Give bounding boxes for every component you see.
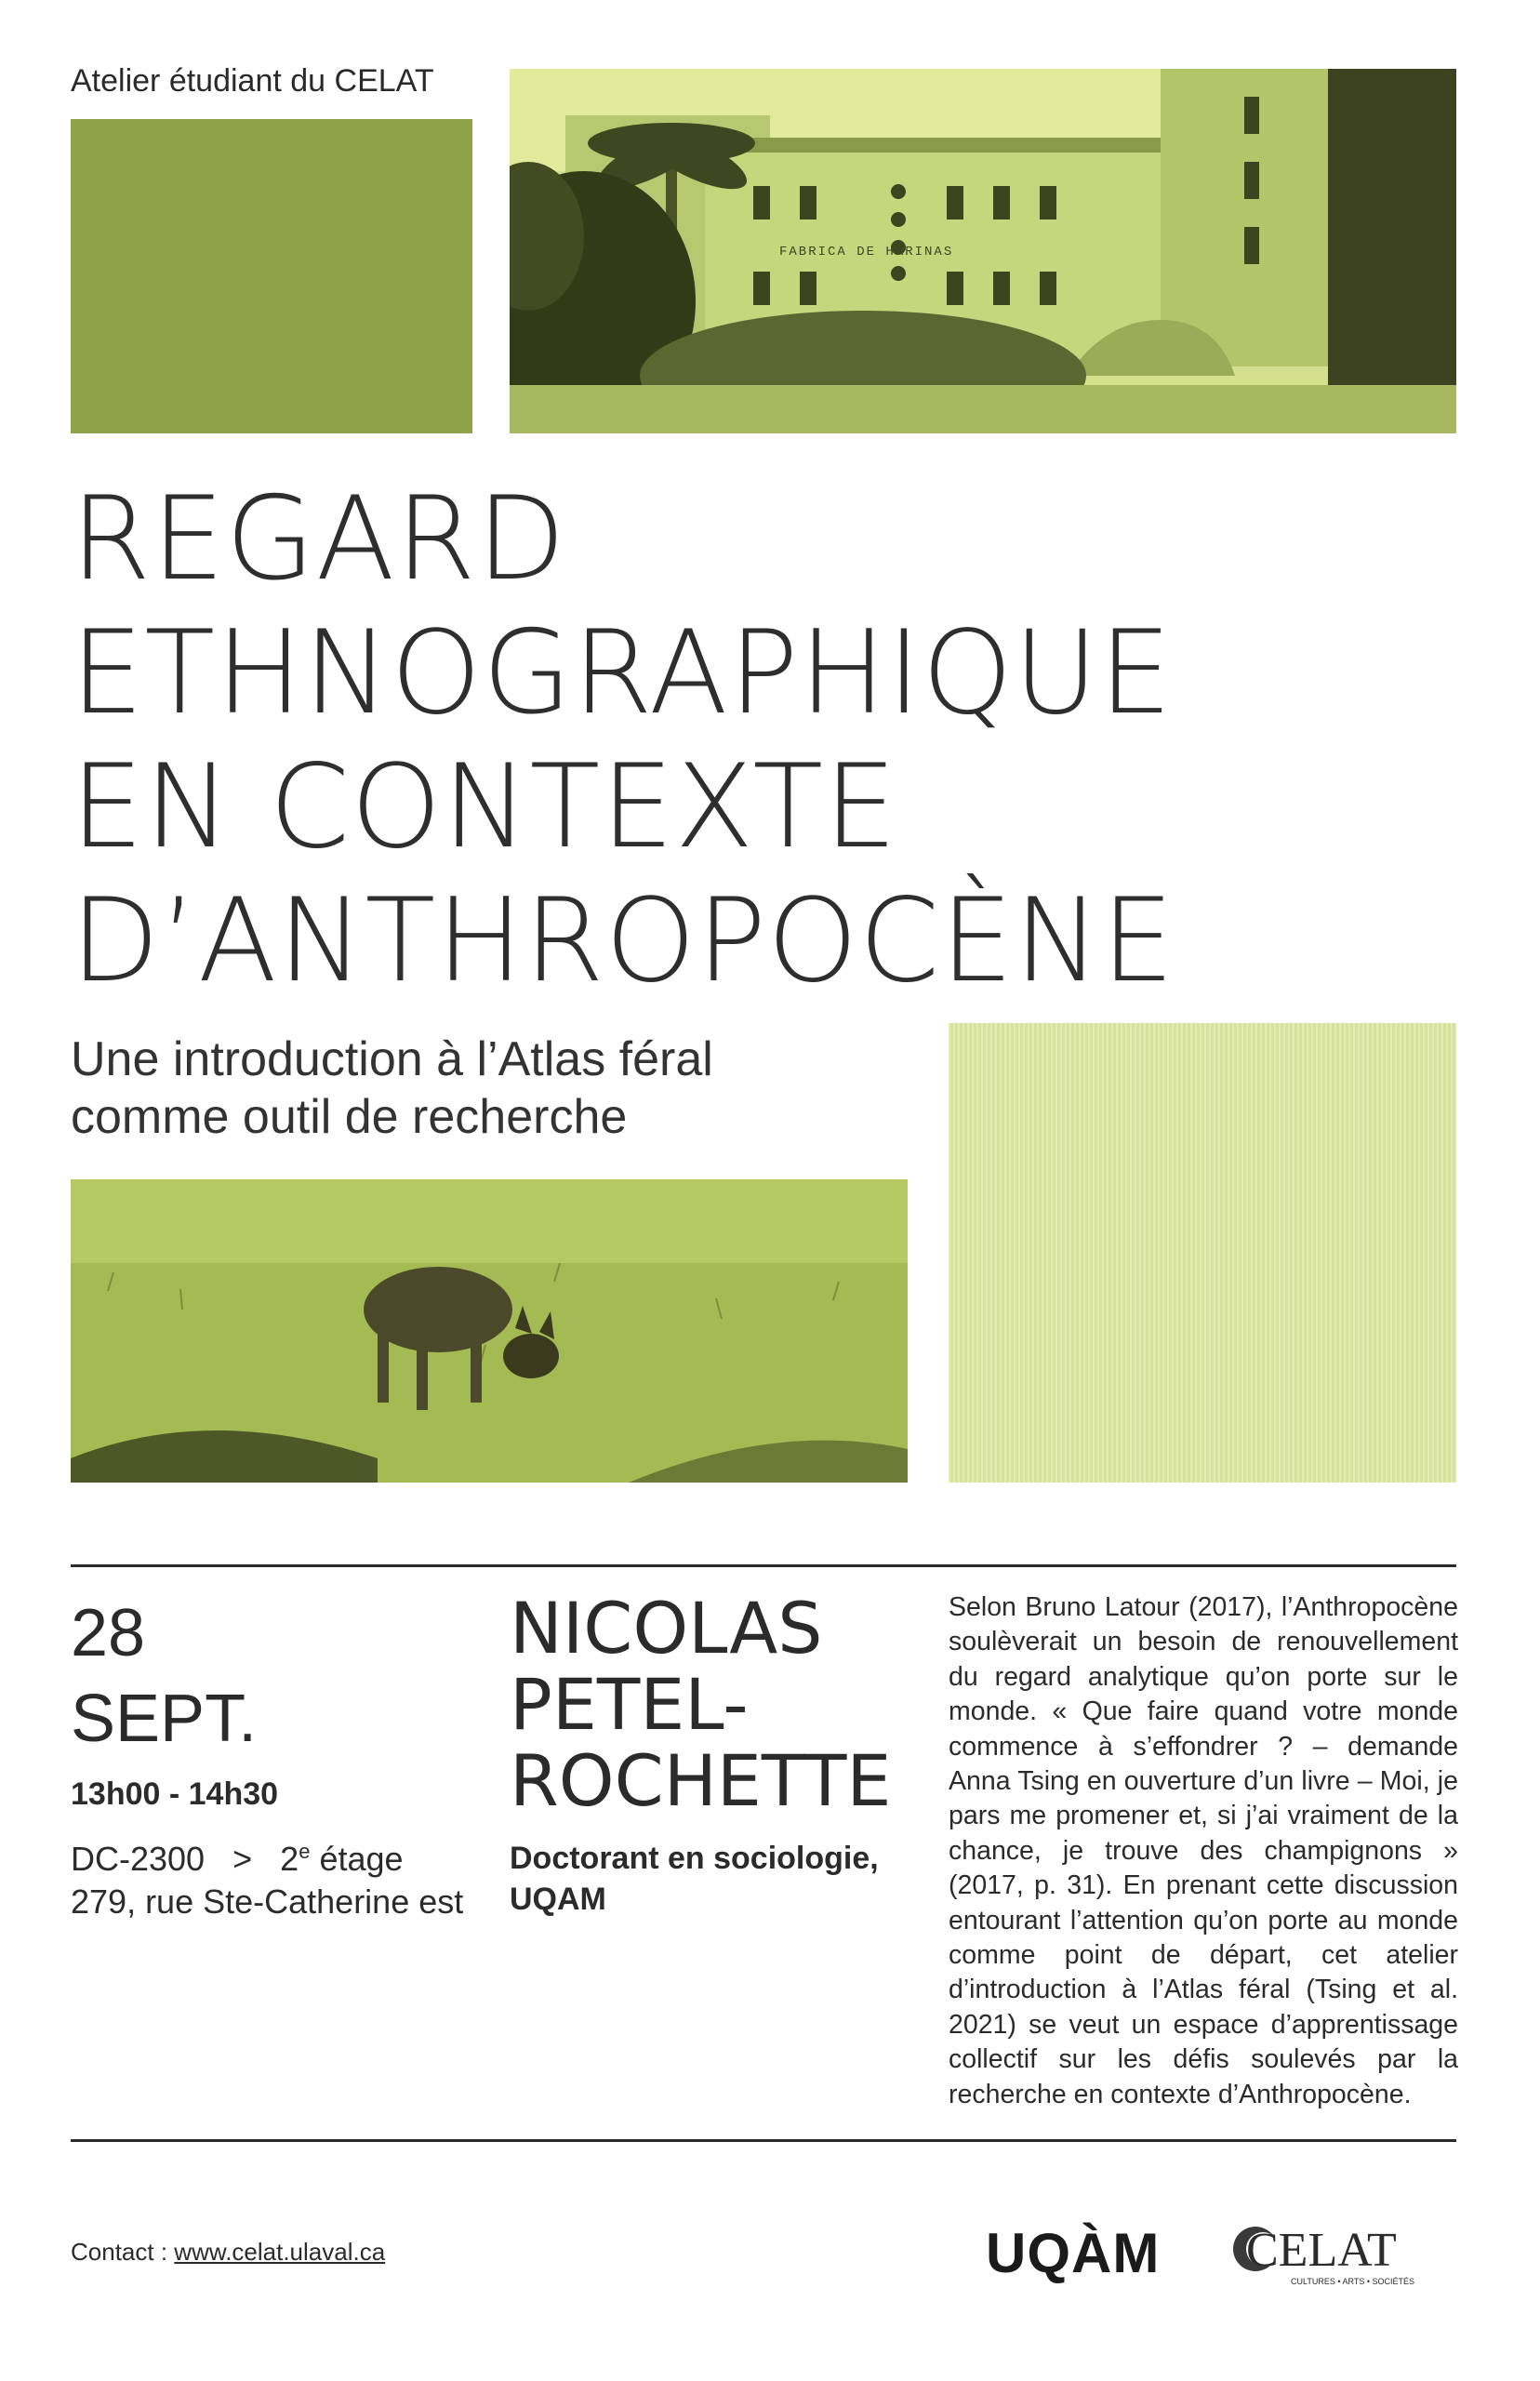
event-room-line [71,1830,463,1881]
olive-color-block [71,119,472,433]
speaker-role-line: Doctorant en sociologie, [510,1841,879,1876]
divider-bottom [71,2139,1456,2142]
celat-logo-text: CELAT [1246,2224,1397,2277]
event-title [71,472,1175,1008]
subtitle-line: comme outil de recherche [71,1090,628,1144]
building-sign-text: FABRICA DE HARINAS [779,245,954,259]
event-hours: 13h00 - 14h30 [71,1776,279,1812]
speaker-name-line: NICOLAS [510,1587,823,1669]
celat-logo-tagline: CULTURES • ARTS • SOCIÉTÉS [1291,2277,1414,2286]
building-photo [510,69,1456,433]
event-series-label: Atelier étudiant du CELAT [71,63,434,99]
uqam-logo: UQÀM [986,2222,1161,2284]
event-address: 279, rue Ste-Catherine est [71,1882,464,1921]
contact-info [71,2238,385,2267]
pale-green-texture-block [949,1023,1456,1483]
floor-number: 2 [280,1840,299,1878]
speaker-name-line: ROCHETTE [510,1739,892,1822]
event-subtitle [71,1031,908,1146]
speaker-role-line: UQAM [510,1882,606,1917]
event-location [71,1830,463,1923]
event-description: Selon Bruno Latour (2017), l’Anthropocène soulèverait un besoin de renouvellement du regard analytique qu’on porte sur le monde. « Que faire quand votre monde commence à s’effondrer ? – demande Anna Tsing en ouverture d’un livre – Moi, je pars me promener et, si j’ai vraiment de la chance, je trouve des champignons » (2017, p. 31). En prenant cette discussion entourant l’attention qu’on porte au monde comme point de départ, cet atelier d’introduction à l’Atlas féral (Tsing et al. 2021) se veut un espace d’apprentissage collectif sur les défis soulevés par la recherche en contexte d’Anthropocène. [949,1592,1458,2109]
speaker-name [510,1587,892,1822]
divider-top [71,1564,1456,1567]
floor-word: étage [319,1840,404,1878]
contact-link[interactable]: www.celat.ulaval.ca [174,2238,386,2266]
celat-logo [1226,2217,1458,2292]
title-line: D’ANTHROPOCÈNE [71,874,1175,1008]
title-line: ETHNOGRAPHIQUE [71,606,1174,740]
subtitle-line: Une introduction à l’Atlas féral [71,1032,713,1086]
room-code: DC-2300 [71,1840,206,1878]
contact-label: Contact : [71,2238,168,2266]
title-line: EN CONTEXTE [71,740,898,874]
title-line: REGARD [71,472,567,606]
fox-photo [71,1179,908,1483]
speaker-role [510,1838,879,1920]
floor-suffix: e [299,1840,311,1863]
speaker-name-line: PETEL- [510,1663,749,1746]
event-date-month: SEPT. [71,1682,258,1756]
event-date-day: 28 [71,1596,146,1670]
arrow-separator: > [232,1840,253,1878]
